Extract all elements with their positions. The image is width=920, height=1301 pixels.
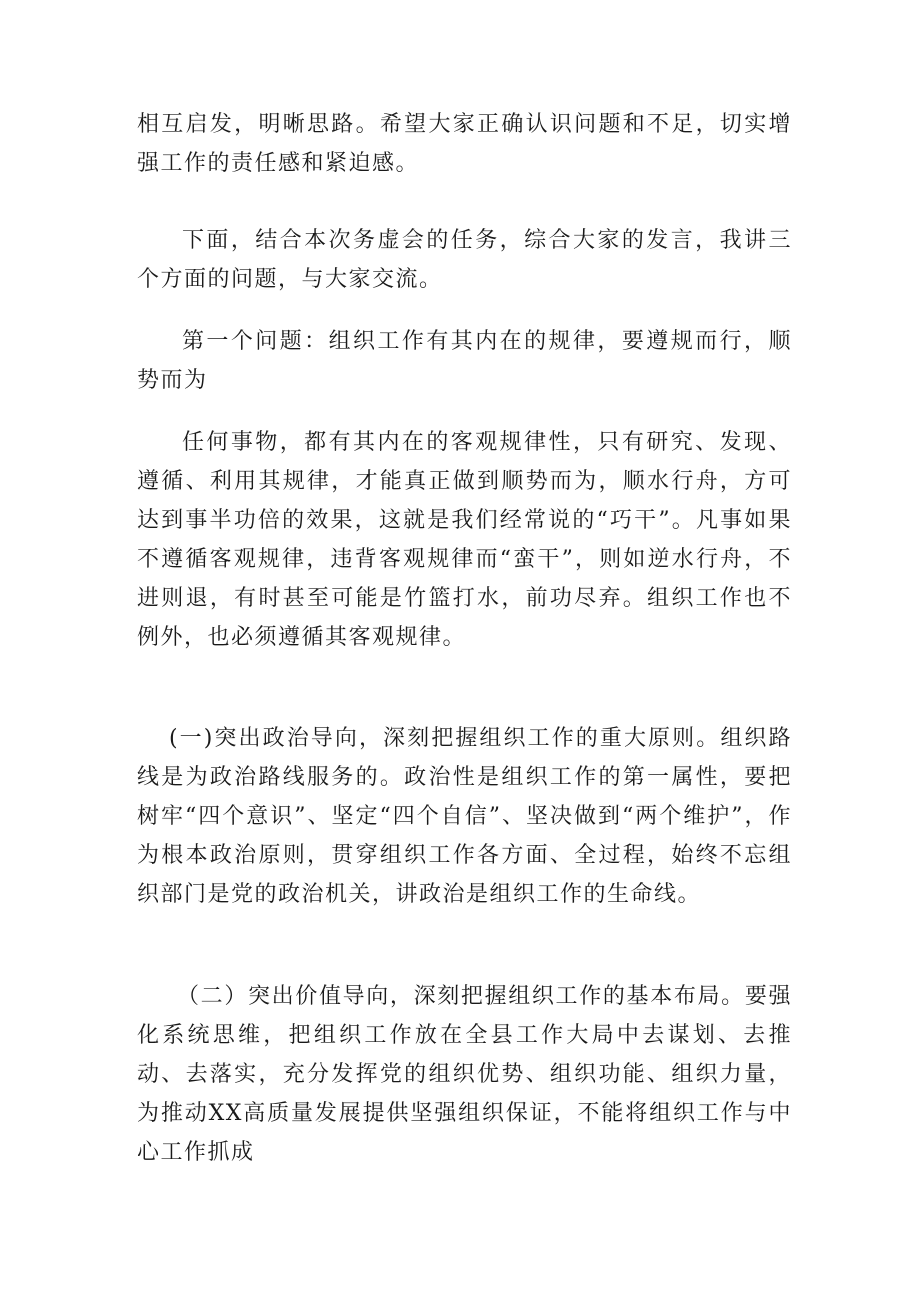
paragraph-laws: 任何事物，都有其内在的客观规律性，只有研究、发现、遵循、利用其规律，才能真正做到顺势而为，顺水行舟，方可达到事半功倍的效果，这就是我们经常说的“巧干”。凡事如果不遵循客观规律，违背客观规律而“蛮干”，则如逆水行舟，不进则退，有时甚至可能是竹篮打水，前功尽弃。组织工作也不例外，也必须遵循其客观规律。	[137, 430, 792, 650]
paragraph-point-two: （二）突出价值导向，深刻把握组织工作的基本布局。要强化系统思维，把组织工作放在全县工作大局中去谋划、去推动、去落实，充分发挥党的组织优势、组织功能、组织力量，为推动XX高质量发展提供坚强组织保证，不能将组织工作与中心工作抓成	[137, 984, 792, 1165]
paragraph-continuation: 相互启发，明晰思路。希望大家正确认识问题和不足，切实增强工作的责任感和紧迫感。	[137, 112, 792, 176]
section-heading-one: 第一个问题：组织工作有其内在的规律，要遵规而行，顺势而为	[137, 329, 792, 393]
paragraph-intro: 下面，结合本次务虚会的任务，综合大家的发言，我讲三个方面的问题，与大家交流。	[137, 228, 792, 292]
paragraph-point-one: (一)突出政治导向，深刻把握组织工作的重大原则。组织路线是为政治路线服务的。政治性是组织工作的第一属性，要把树牢“四个意识”、坚定“四个自信”、坚决做到“两个维护”，作为根本政治原则，贯穿组织工作各方面、全过程，始终不忘组织部门是党的政治机关，讲政治是组织工作的生命线。	[137, 726, 792, 907]
